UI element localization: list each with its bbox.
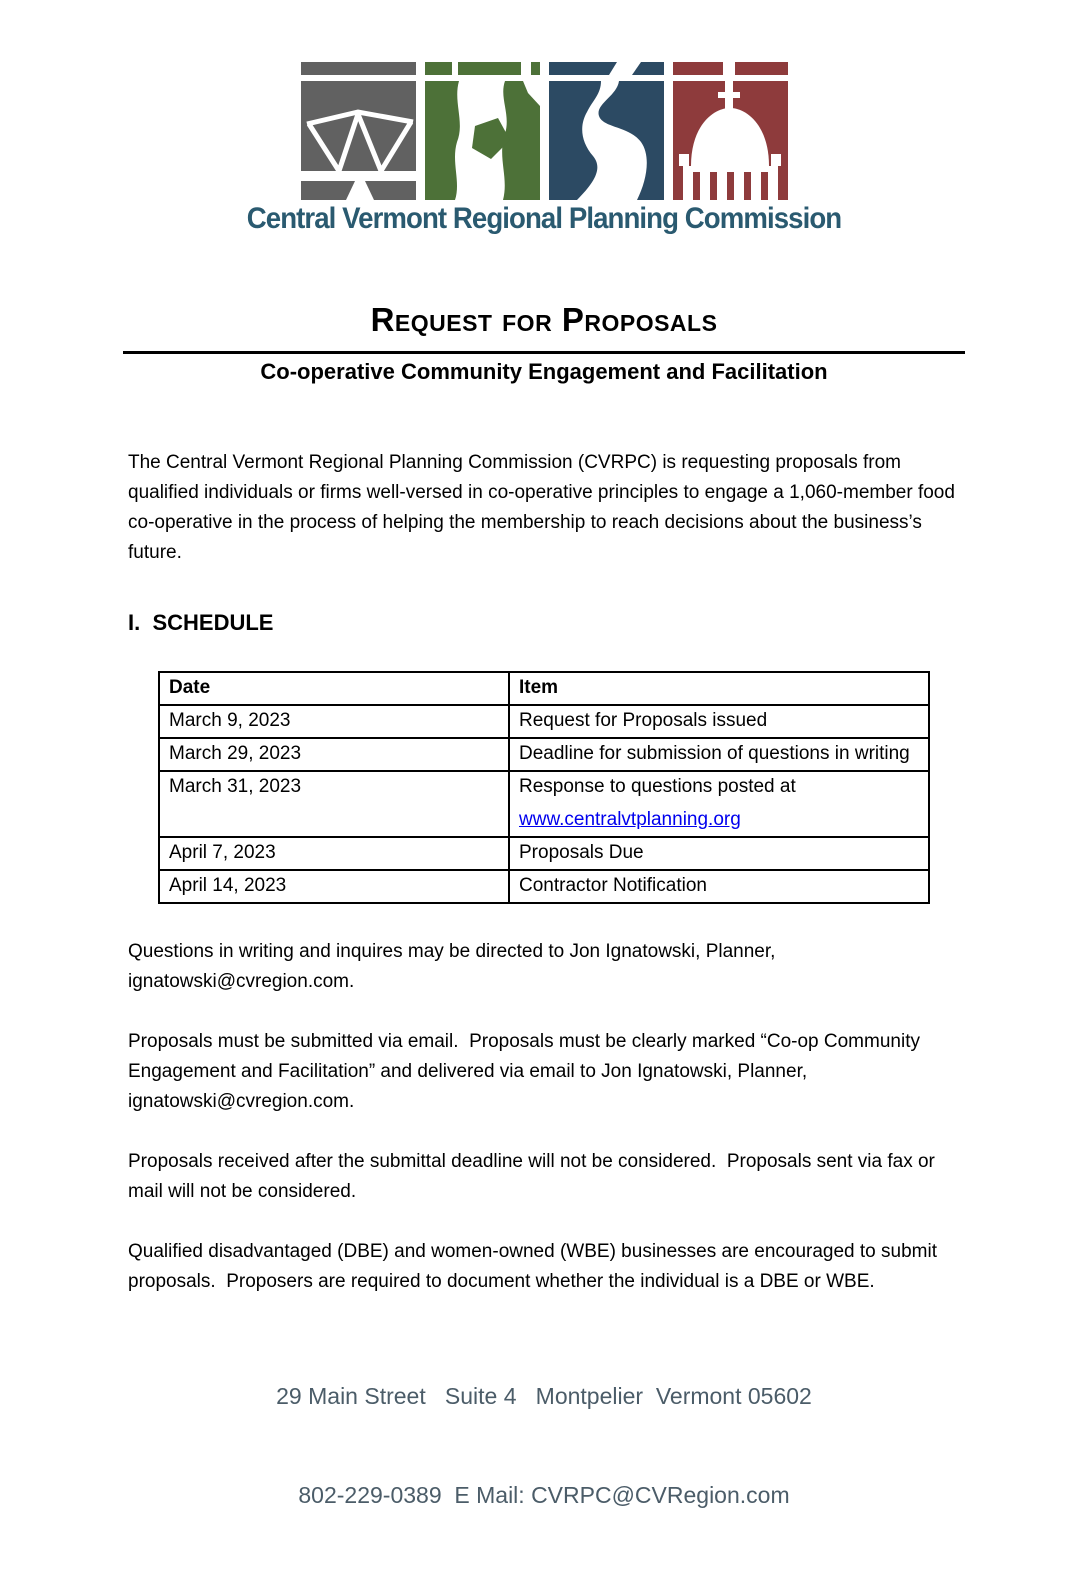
winding-road-icon xyxy=(549,62,664,200)
paragraph-submission: Proposals must be submitted via email. Proposals must be clearly marked “Co-op Community Engagement and Facilitation” and delivered via email to Jon Ignatowski, Planner, ignatowski@cvregion.com. xyxy=(128,1031,926,1112)
cvrpc-logo xyxy=(301,62,788,200)
footer-contact: 802-229-0389 E Mail: CVRPC@CVRegion.com xyxy=(298,1482,790,1508)
document-body xyxy=(128,448,964,1297)
table-row xyxy=(159,738,929,771)
paragraph-deadline: Proposals received after the submittal deadline will not be considered. Proposals sent via fax or mail will not be considered. xyxy=(128,1151,941,1202)
item-text: Response to questions posted at xyxy=(519,776,796,797)
footer-address: 29 Main Street Suite 4 Montpelier Vermont 05602 xyxy=(276,1383,812,1409)
table-row xyxy=(159,705,929,738)
paragraph-questions: Questions in writing and inquires may be directed to Jon Ignatowski, Planner, ignatowski@cvregion.com. xyxy=(128,941,781,992)
logo-title: Central Vermont Regional Planning Commission xyxy=(246,202,842,235)
column-header-date: Date xyxy=(159,672,509,705)
item-cell: Deadline for submission of questions in writing xyxy=(509,738,929,771)
paragraph-dbe: Qualified disadvantaged (DBE) and women-owned (WBE) businesses are encouraged to submit proposals. Proposers are required to document whether the individual is a DBE or WBE. xyxy=(128,1241,943,1292)
date-cell: March 9, 2023 xyxy=(159,705,509,738)
covered-bridge-icon xyxy=(301,62,416,200)
date-cell: April 14, 2023 xyxy=(159,870,509,903)
column-header-item: Item xyxy=(509,672,929,705)
schedule-table xyxy=(158,671,930,904)
table-row xyxy=(159,771,929,837)
capitol-dome-icon xyxy=(673,62,788,200)
title-divider xyxy=(123,351,965,354)
intro-paragraph: The Central Vermont Regional Planning Commission (CVRPC) is requesting proposals from qualified individuals or firms well-versed in co-operative principles to engage a 1,060-member food co-operative in the process of helping the membership to reach decisions about the business’s future. xyxy=(128,452,961,563)
table-row xyxy=(159,870,929,903)
table-header-row xyxy=(159,672,929,705)
date-cell: April 7, 2023 xyxy=(159,837,509,870)
date-cell: March 31, 2023 xyxy=(159,771,509,837)
item-cell: Contractor Notification xyxy=(509,870,929,903)
page-footer xyxy=(0,1314,1088,1578)
document-title: Request for Proposals xyxy=(370,301,718,338)
date-cell: March 29, 2023 xyxy=(159,738,509,771)
item-cell: Request for Proposals issued xyxy=(509,705,929,738)
response-link[interactable]: www.centralvtplanning.org xyxy=(519,809,741,830)
document-subtitle: Co-operative Community Engagement and Facilitation xyxy=(260,359,828,384)
vermont-map-icon xyxy=(425,62,540,200)
table-row xyxy=(159,837,929,870)
item-cell xyxy=(509,771,929,837)
item-cell: Proposals Due xyxy=(509,837,929,870)
schedule-heading: I. SCHEDULE xyxy=(128,610,274,635)
